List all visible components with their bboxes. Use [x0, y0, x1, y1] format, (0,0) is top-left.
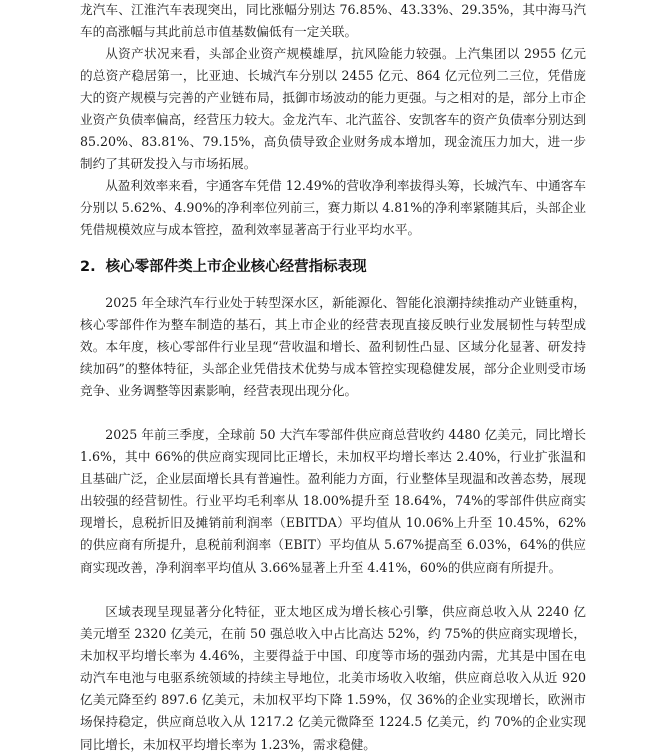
paragraph-industry-overview: 2025 年全球汽车行业处于转型深水区，新能源化、智能化浪潮持续推动产业链重构，核心零部件作为整车制造的基石，其上市企业的经营表现直接反映行业发展韧性与转型成效。本年度，核心零部件行业呈现“营收温和增长、盈利韧性凸显、区域分化显著、研发持续加码”的整体特征，头部企业凭借技术优势与成本管控实现稳健发展，部分企业则受市场竞争、业务调整等因素影响，经营表现出现分化。	[80, 295, 586, 399]
paragraph-market-cap-tail: 龙汽车、江淮汽车表现突出，同比涨幅分别达 76.85%、43.33%、29.35%，其中海马汽车的高涨幅与其此前总市值基数偏低有一定关联。	[80, 2, 586, 40]
paragraph-regional-performance: 区域表现呈现显著分化特征，亚太地区成为增长核心引擎，供应商总收入从 2240 亿美元增至 2320 亿美元，在前 50 强总收入中占比高达 52%，约 75%的供应商实现增长，未加权平均增长率为 4.46%，主要得益于中国、印度等市场的强劲内需，尤其是中国在电动汽车电池与电驱系统领域的持续主导地位，北美市场收入收缩，供应商总收入从近 920 亿美元降至约 897.6 亿美元，未加权平均下降 1.59%，仅 36%的企业实现增长，欧洲市场保持稳定，供应商总收入从 1217.2 亿美元微降至 1224.5 亿美元，约 70%的企业实现同比增长，未加权平均增长率为 1.23%，需求稳健。	[80, 604, 586, 752]
section-heading	[80, 256, 586, 278]
paragraph-q3-performance: 2025 年前三季度，全球前 50 大汽车零部件供应商总营收约 4480 亿美元，同比增长 1.6%，其中 66%的供应商实现同比正增长，未加权平均增长率达 2.40%，行业扩张温和且基础广泛，企业层面增长具有普遍性。盈利能力方面，行业整体呈现温和改善态势，展现出较强的经营韧性。行业平均毛利率从 18.00%提升至 18.64%，74%的零部件供应商实现增长，息税折旧及摊销前利润率（EBITDA）平均值从 10.06%上升至 10.45%，62%的供应商有所提升，息税前利润率（EBIT）平均值从 5.67%提高至 6.03%，64%的供应商实现改善，净利润率平均值从 3.66%显著上升至 4.41%，60%的供应商有所提升。	[80, 427, 586, 575]
section-number: 2.	[80, 259, 96, 275]
paragraph-profit-efficiency: 从盈利效率来看，宇通客车凭借 12.49%的营收净利率拔得头筹，长城汽车、中通客车分别以 5.62%、4.90%的净利率位列前三，赛力斯以 4.81%的净利率紧随其后，头部企业凭借规模效应与成本管控，盈利效率显著高于行业平均水平。	[80, 178, 586, 238]
paragraph-asset-status: 从资产状况来看，头部企业资产规模雄厚，抗风险能力较强。上汽集团以 2955 亿元的总资产稳居第一，比亚迪、长城汽车分别以 2455 亿元、864 亿元位列二三位，凭借庞大的资产规模与完善的产业链布局，抵御市场波动的能力更强。与之相对的是，部分上市企业资产负债率偏高，经营压力较大。金龙汽车、北汽蓝谷、安凯客车的资产负债率分别达到 85.20%、83.81%、79.15%，高负债导致企业财务成本增加，现金流压力加大，进一步制约了其研发投入与市场拓展。	[80, 46, 586, 172]
section-title: 核心零部件类上市企业核心经营指标表现	[105, 259, 367, 275]
